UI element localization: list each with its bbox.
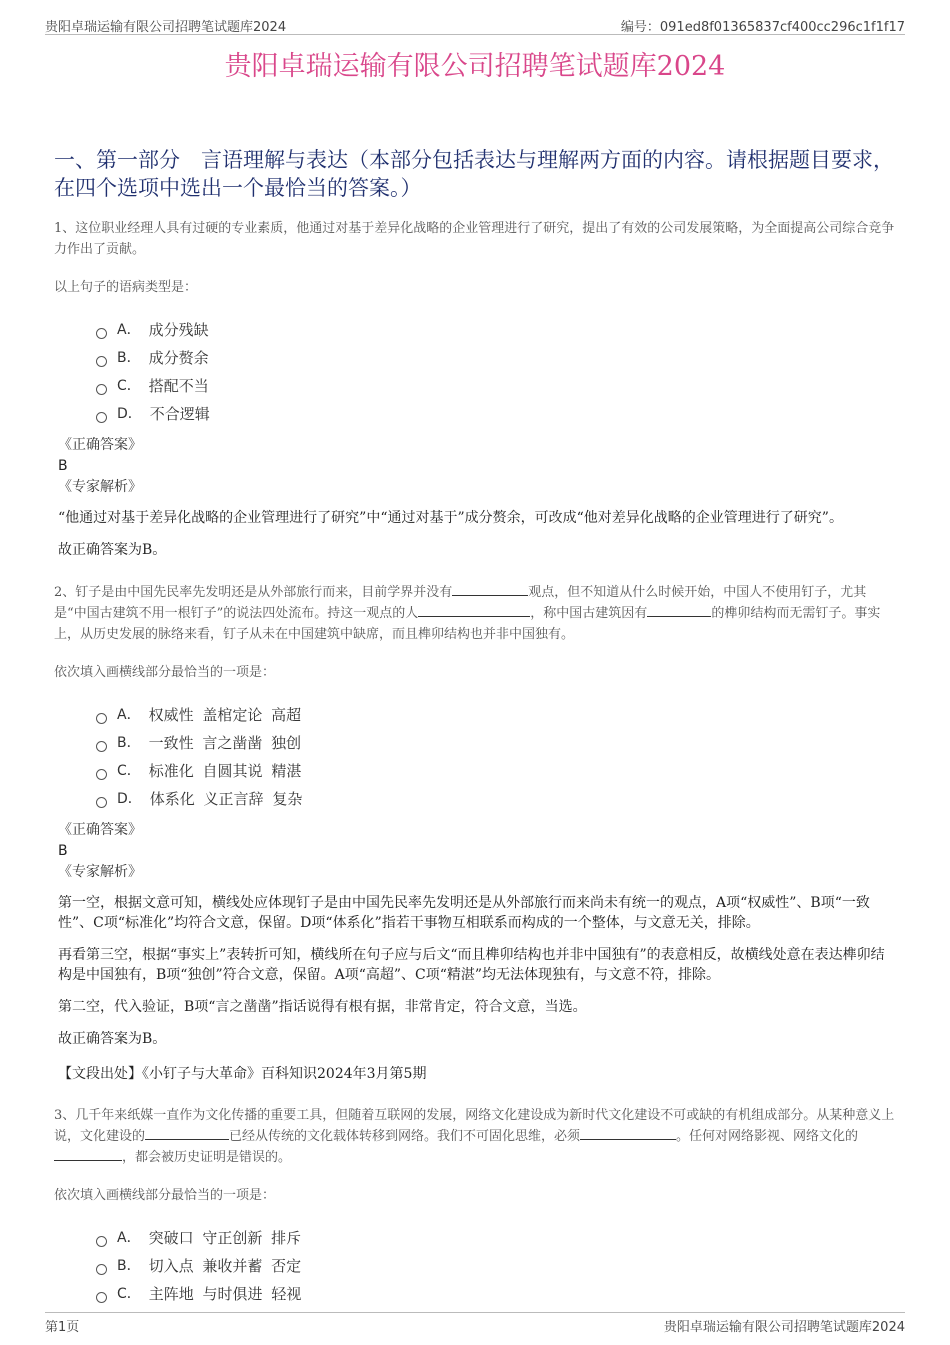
analysis-paragraph: 第二空，代入验证，B项“言之凿凿”指话说得有根有据，非常肯定，符合文意，当选。 — [58, 999, 587, 1015]
radio-icon[interactable] — [96, 741, 107, 752]
analysis-paragraph: “他通过对基于差异化战略的企业管理进行了研究”中“通过对基于”成分赘余，可改成“他对差异化战略的企业管理进行了研究”。 — [58, 510, 843, 526]
question-prompt: 依次填入画横线部分最恰当的一项是： — [54, 665, 276, 680]
question-text: 1、这位职业经理人具有过硬的专业素质，他通过对基于差异化战略的企业管理进行了研究，提出了有效的公司发展策略，为全面提高公司综合竞争力作出了贡献。 — [54, 221, 895, 257]
answer-value: B — [58, 458, 68, 474]
option-b[interactable]: B． 一致性 言之凿凿 独创 — [96, 728, 896, 756]
analysis-heading: 《专家解析》 — [58, 479, 142, 495]
footer-doc-name: 贵阳卓瑞运输有限公司招聘笔试题库2024 — [663, 1320, 905, 1335]
analysis-paragraph: 故正确答案为B。 — [58, 1031, 167, 1047]
analysis-paragraph: 故正确答案为B。 — [58, 542, 167, 558]
option-b[interactable]: B． 切入点 兼收并蓄 否定 — [96, 1251, 896, 1279]
document-title: 贵阳卓瑞运输有限公司招聘笔试题库2024 — [224, 51, 726, 82]
questions-container — [54, 218, 896, 1307]
header-doc-name: 贵阳卓瑞运输有限公司招聘笔试题库2024 — [45, 20, 287, 35]
source-citation: 【文段出处】《小钉子与大革命》百科知识2024年3月第5期 — [58, 1066, 427, 1082]
option-c[interactable]: C． 标准化 自圆其说 精湛 — [96, 756, 896, 784]
question-prompt: 以上句子的语病类型是： — [54, 280, 198, 295]
answer-heading: 《正确答案》 — [58, 822, 142, 838]
question-2 — [54, 582, 896, 1083]
blank-line — [418, 604, 530, 617]
page-number: 第1页 — [45, 1320, 80, 1335]
option-d[interactable]: D． 不合逻辑 — [96, 399, 896, 427]
radio-icon[interactable] — [96, 384, 107, 395]
option-d[interactable]: D． 体系化 义正言辞 复杂 — [96, 784, 896, 812]
radio-icon[interactable] — [96, 769, 107, 780]
section-heading: 一、第一部分 言语理解与表达（本部分包括表达与理解两方面的内容。请根据题目要求，在四个选项中选出一个最恰当的答案。） — [54, 148, 894, 200]
radio-icon[interactable] — [96, 328, 107, 339]
analysis-heading: 《专家解析》 — [58, 864, 142, 880]
radio-icon[interactable] — [96, 356, 107, 367]
blank-line — [54, 1148, 122, 1161]
analysis-paragraph: 第一空，根据文意可知，横线处应体现钉子是由中国先民率先发明还是从外部旅行而来尚未有统一的观点，A项“权威性”、B项“一致性”、C项“标准化”均符合文意，保留。D项“体系化”指若干事物互相联系而构成的一个整体，与文意无关，排除。 — [58, 895, 870, 931]
blank-line — [145, 1127, 229, 1140]
option-a[interactable]: A． 成分残缺 — [96, 315, 896, 343]
radio-icon[interactable] — [96, 713, 107, 724]
page-header — [45, 14, 905, 35]
blank-line — [452, 583, 528, 596]
analysis-paragraph: 再看第三空，根据“事实上”表转折可知，横线所在句子应与后文“而且榫卯结构也并非中国独有”的表意相反，故横线处意在表达榫卯结构是中国独有，B项“独创”符合文意，保留。A项“高超”、C项“精湛”均无法体现独有，与文意不符，排除。 — [58, 947, 885, 983]
radio-icon[interactable] — [96, 1236, 107, 1247]
answer-heading: 《正确答案》 — [58, 437, 142, 453]
radio-icon[interactable] — [96, 1292, 107, 1303]
page-footer — [45, 1312, 905, 1335]
question-text: 3、几千年来纸媒一直作为文化传播的重要工具，但随着互联网的发展，网络文化建设成为新时代文化建设不可或缺的有机组成部分。从某种意义上说，文化建设的 已经从传统的文化载体转移到网络。我们不可固化思维，必须 。任何对网络影视、网络文化的，都会被历史证明是错误的。 — [54, 1108, 895, 1165]
option-a[interactable]: A． 突破口 守正创新 排斥 — [96, 1223, 896, 1251]
option-c[interactable]: C． 搭配不当 — [96, 371, 896, 399]
header-doc-id: 编号：091ed8f01365837cf400cc296c1f1f17 — [620, 20, 905, 35]
question-prompt: 依次填入画横线部分最恰当的一项是： — [54, 1188, 276, 1203]
blank-line — [580, 1127, 676, 1140]
answer-value: B — [58, 843, 68, 859]
radio-icon[interactable] — [96, 412, 107, 423]
question-text: 2、钉子是由中国先民率先发明还是从外部旅行而来，目前学界并没有 观点，但不知道从什么时候开始，中国人不使用钉子，尤其是“中国古建筑不用一根钉子”的说法四处流布。持这一观点的人 ，称中国古建筑因有 的榫卯结构而无需钉子。事实上，从历史发展的脉络来看，钉子从未在中国建筑中缺席，而且榫卯结构也并非中国独有。 — [54, 585, 881, 642]
radio-icon[interactable] — [96, 1264, 107, 1275]
question-1 — [54, 218, 896, 560]
question-3 — [54, 1105, 896, 1307]
option-a[interactable]: A． 权威性 盖棺定论 高超 — [96, 700, 896, 728]
option-list — [96, 1223, 896, 1307]
radio-icon[interactable] — [96, 797, 107, 808]
option-list — [96, 700, 896, 812]
blank-line — [647, 604, 711, 617]
option-b[interactable]: B． 成分赘余 — [96, 343, 896, 371]
option-list — [96, 315, 896, 427]
option-c[interactable]: C． 主阵地 与时俱进 轻视 — [96, 1279, 896, 1307]
